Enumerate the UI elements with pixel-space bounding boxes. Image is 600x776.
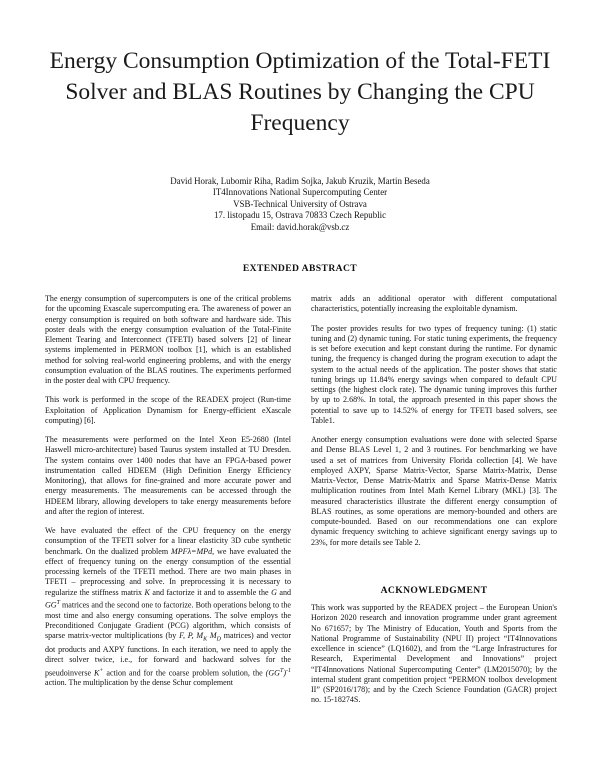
paragraph-motivation: The energy consumption of supercomputers is one of the critical problems for the upcoming Exascale supercomputing era. The awareness of power an energy consumption is required on both software and hardware side. This poster deals with the energy consumption evaluation of the Total-Finite Element Tearing and Interconnect (TFETI) based solvers [2] of linear systems implemented in PERMON toolbox [1], which is an established method for solving real-world engineering problems, and with the energy consumption evaluation of the BLAS routines. The experiments performed in the poster deal with CPU frequency. bbox=[45, 294, 291, 385]
paragraph-blas: Another energy consumption evaluations were done with selected Sparse and Dense BLAS Level 1, 2 and 3 routines. For benchmarking we have used a set of matrices from University Florida collection [4]. We have employed AXPY, Sparse Matrix-Vector, Sparse Matrix-Matrix, Dense Matrix-Vector, Dense Matrix-Matrix and Sparse Matrix-Dense Matrix multiplication routines from Intel Math Kernel Library (MKL) [3]. The measured characteristics illustrate the different energy consumption of BLAS routines, as some operations are memory-bounded and others are compute-bounded. Based on our recommendations one can explore dynamic frequency switching to achieve significant energy savings up to 23%, for more details see Table 2. bbox=[311, 435, 557, 547]
acknowledgment-text: This work was supported by the READEX project – the European Union's Horizon 2020 research and innovation programme under grant agreement No 671657; by The Ministry of Education, Youth and Sports from the National Programme of Sustainability (NPU II) project “IT4Innovations excellence in science” (LQ1602), and from the “Large Infrastructures for Research, Experimental Development and Innovations” project “IT4Innovations National Supercomputing Center” (LM2015070); by the internal student grant competition project “PERMON toolbox development II” (SP2016/178); and by the Czech Science Foundation (GACR) project no. 15-18274S. bbox=[311, 603, 557, 705]
paper-title: Energy Consumption Optimization of the Total-FETI Solver and BLAS Routines by Changing the CPU Frequency bbox=[49, 48, 551, 136]
affiliation-address: 17. listopadu 15, Ostrava 70833 Czech Republic bbox=[213, 210, 387, 221]
paragraph-measurements: The measurements were performed on the Intel Xeon E5-2680 (Intel Haswell micro-architecture) based Taurus system installed at TU Dresden. The system contains over 1400 nodes that have an FPGA-based power instrumentation called HDEEM (High Definition Energy Efficiency Monitoring), that allows for fine-grained and more accurate power and energy measurements. The measurements can be accessed through the HDEEM library, allowing developers to take energy measurements before and after the region of interest. bbox=[45, 435, 291, 516]
abstract-heading: EXTENDED ABSTRACT bbox=[242, 263, 358, 274]
paragraph-tfeti: We have evaluated the effect of the CPU frequency on the energy consumption of the TFETI solver for a linear elasticity 3D cube synthetic benchmark. On the dualized problem MPFλ=MPd, we have evaluated the effect of frequency tuning on the energy consumption of the essential processing kernels of the TFETI method. There are two main phases in TFETI – preprocessing and solve. In preprocessing it is necessary to regularize the stiffness matrix K and factorize it and to assemble the G and $GG^T$ matrices and the second one to factorize. Both operations belong to the most time and also energy consuming operations. The solve employs the Preconditioned Conjugate Gradient (PCG) algorithm, which consists of sparse matrix-vector multiplications (by F, P, $M_K$ $M_D$ matrices) and vector dot products and AXPY functions. In each iteration, we need to apply the direct solver twice, i.e., for forward and backward solves for the pseudoinverse K+ action and for the coarse problem solution, the $(GG^T)^{-1}$ action. The multiplication by the dense Schur complement bbox=[45, 526, 292, 688]
right-column bbox=[311, 294, 557, 557]
paragraph-readex: This work is performed in the scope of the READEX project (Run-time Exploitation of Application Dynamism for Energy-efficient eXascale computing) [6]. bbox=[45, 395, 291, 425]
author-email: Email: david.horak@vsb.cz bbox=[250, 221, 350, 232]
author-block bbox=[100, 176, 500, 233]
affiliation-university: VSB-Technical University of Ostrava bbox=[233, 198, 367, 209]
author-names: David Horak, Lubomir Riha, Radim Sojka, Jakub Kruzik, Martin Beseda bbox=[170, 176, 430, 186]
left-column bbox=[45, 294, 291, 698]
paragraph-schur: matrix adds an additional operator with different computational characteristics, potentially increasing the exploitable dynamism. bbox=[311, 294, 557, 314]
equation-dual-problem: MPFλ=MPd bbox=[171, 546, 213, 556]
paragraph-frequency-tuning: The poster provides results for two types of frequency tuning: (1) static tuning and (2) dynamic tuning. For static tuning experiments, the frequency is set before execution and kept constant during the runtime. For dynamic tuning, the frequency is changed during the program execution to adapt the system to the actual needs of the application. The poster shows that static tuning brings up 11.84% energy savings when compared to default CPU settings (the highest clock rate). The dynamic tuning improves this further by up to 2.68%. In total, the approach presented in this paper shows the potential to save up to 14.52% of energy for TFETI based solvers, see Table1. bbox=[311, 323, 557, 425]
affiliation-center: IT4Innovations National Supercomputing Center bbox=[212, 187, 388, 198]
acknowledgment-heading: ACKNOWLEDGMENT bbox=[380, 585, 488, 596]
